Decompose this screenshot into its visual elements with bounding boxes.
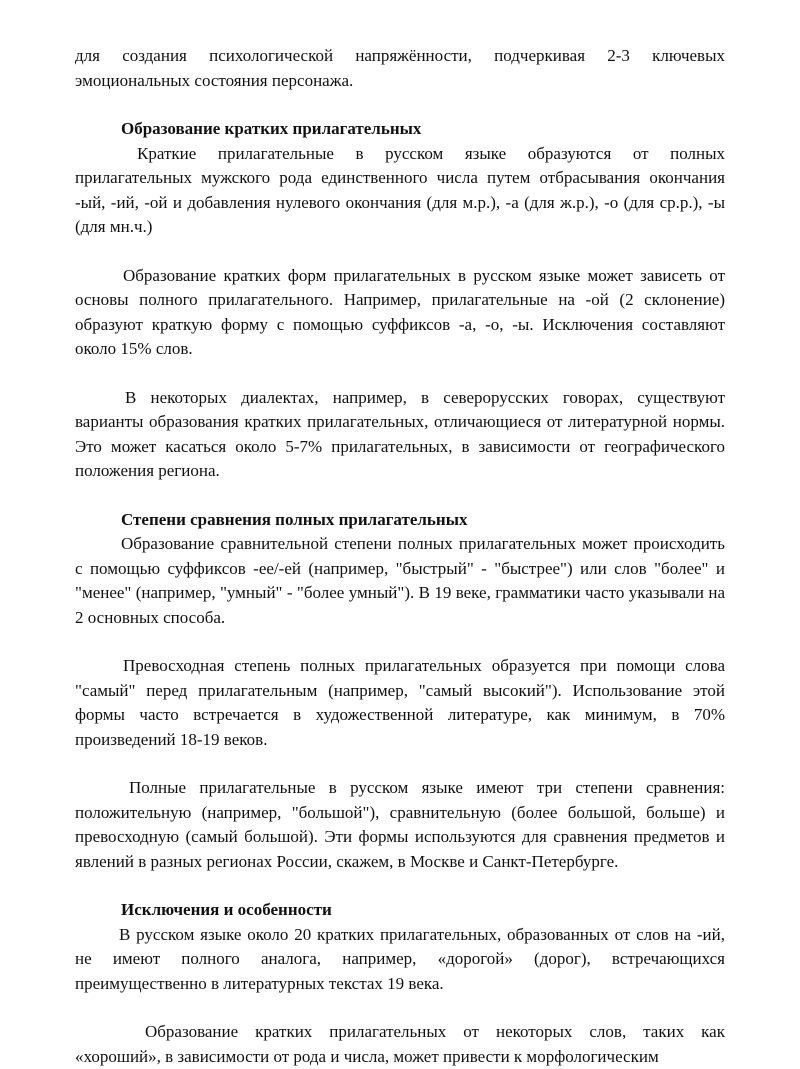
section-heading-exceptions: Исключения и особенности xyxy=(121,900,332,919)
paragraph-gap xyxy=(75,484,725,508)
document-page xyxy=(75,44,725,1069)
paragraph-dialects: В некоторых диалектах, например, в северорусских говорах, существуют варианты образования кратких прилагательных, отличающиеся от литературной нормы. Это может касаться около 5-7% прилагательных, в зависимости от географического положения региона. xyxy=(75,387,725,480)
paragraph-morphological-changes: Образование кратких прилагательных от некоторых слов, таких как «хороший», в зависимости от рода и числа, может привести к морфологическим xyxy=(75,1022,725,1066)
section-heading-comparison-degrees: Степени сравнения полных прилагательных xyxy=(121,509,468,529)
paragraph-gap xyxy=(75,93,725,117)
intro-paragraph: для создания психологической напряжённости, подчеркивая 2-3 ключевых эмоциональных состояния персонажа. xyxy=(75,46,725,90)
paragraph-gap xyxy=(75,240,725,264)
section-heading-short-adjectives: Образование кратких прилагательных xyxy=(121,119,422,138)
paragraph-three-degrees: Полные прилагательные в русском языке имеют три степени сравнения: положительную (например, "большой"), сравнительную (более большой, больше) и превосходную (самый большой). Эти формы используются для сравнения предметов и явлений в разных регионах России, скажем, в Москве и Санкт-Петербурге. xyxy=(75,778,725,871)
paragraph-short-forms-stem: Образование кратких форм прилагательных в русском языке может зависеть от основы полного прилагательного. Например, прилагательные на -ой (2 склонение) образуют краткую форму с помощью суффиксов -а, -о, -ы. Исключения составляют около 15% слов. xyxy=(75,265,725,358)
paragraph-gap xyxy=(75,874,725,898)
paragraph-gap xyxy=(75,752,725,776)
paragraph-superlative-degree: Превосходная степень полных прилагательных образуется при помощи слова "самый" перед прилагательным (например, "самый высокий"). Использование этой формы часто встречается в художественной литературе, как минимум, в 70% произведений 18-19 веков. xyxy=(75,656,725,749)
paragraph-exceptions: В русском языке около 20 кратких прилагательных, образованных от слов на -ий, не имеют полного аналога, например, «дорогой» (дорог), встречающихся преимущественно в литературных текстах 19 века. xyxy=(75,924,725,993)
paragraph-comparative-degree: Образование сравнительной степени полных прилагательных может происходить с помощью суффиксов -ее/-ей (например, "быстрый" - "быстрее") или слов "более" и "менее" (например, "умный" - "более умный"). В 19 веке, грамматики часто указывали на 2 основных способа. xyxy=(75,534,725,627)
paragraph-gap xyxy=(75,630,725,654)
paragraph-gap xyxy=(75,996,725,1020)
paragraph-gap xyxy=(75,362,725,386)
paragraph-short-adjectives-formation: Краткие прилагательные в русском языке образуются от полных прилагательных мужского рода единственного числа путем отбрасывания окончания -ый, -ий, -ой и добавления нулевого окончания (для м.р.), -а (для ж.р.), -о (для ср.р.), -ы (для мн.ч.) xyxy=(75,143,725,236)
